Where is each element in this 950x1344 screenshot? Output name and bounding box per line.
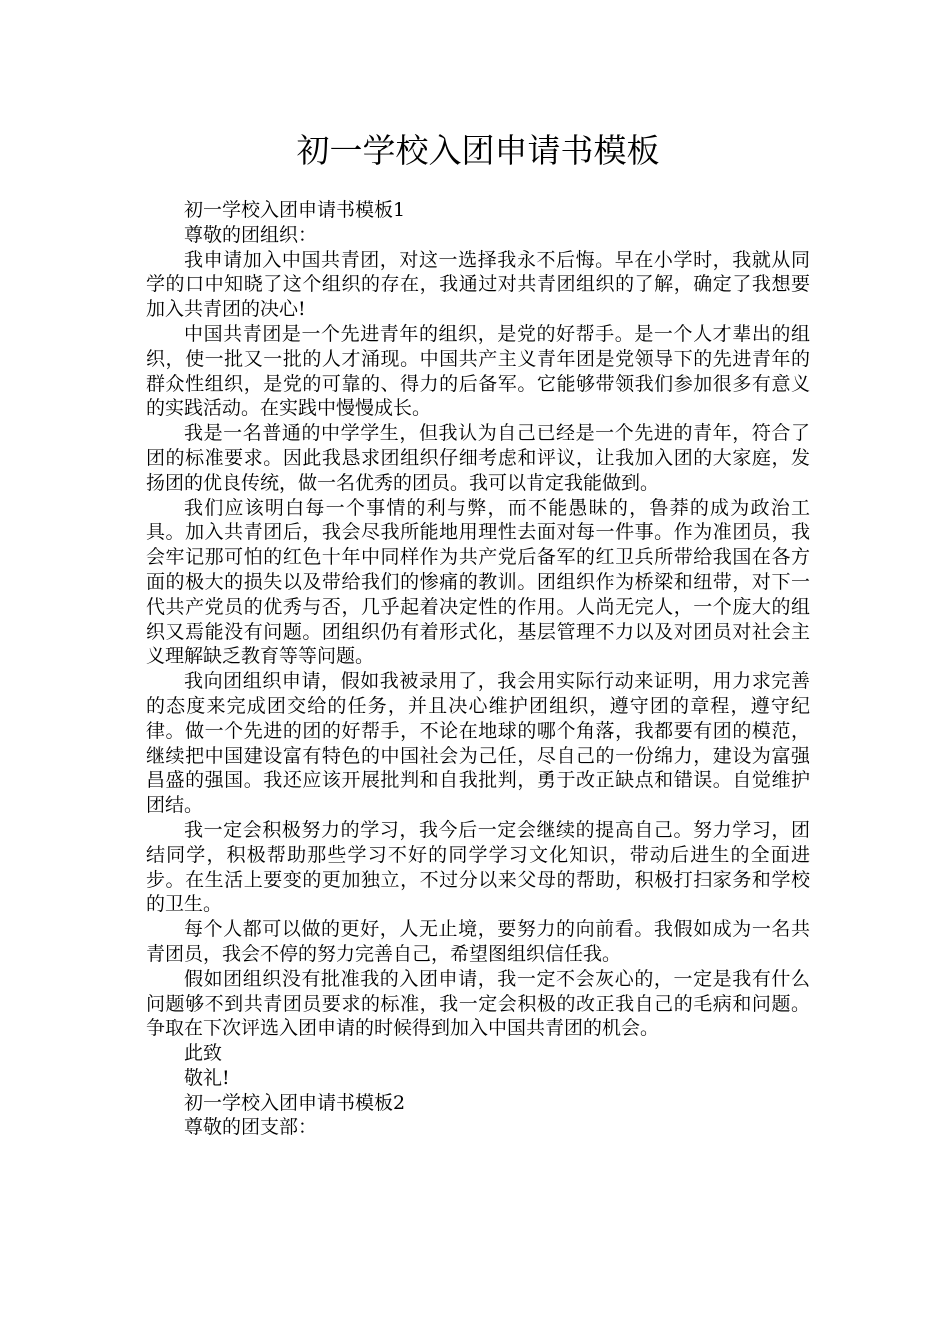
paragraph: 我们应该明白每一个事情的利与弊，而不能愚昧的，鲁莽的成为政治工具。加入共青团后，我会尽我所能地用理性去面对每一件事。作为准团员，我会牢记那可怕的红色十年中同样作为共产党后备军的红卫兵所带给我国在各方面的极大的损失以及带给我们的惨痛的教训。团组织作为桥梁和纽带，对下一代共产党员的优秀与否，几乎起着决定性的作用。人尚无完人，一个庞大的组织又焉能没有问题。团组织仍有着形式化，基层管理不力以及对团员对社会主义理解缺乏教育等等问题。 [146,496,810,668]
section-heading-2: 初一学校入团申请书模板2 [184,1091,406,1114]
closing-salute: 敬礼! [184,1066,230,1089]
paragraph: 假如团组织没有批准我的入团申请，我一定不会灰心的，一定是我有什么问题够不到共青团员要求的标准，我一定会积极的改正我自己的毛病和问题。争取在下次评选入团申请的时候得到加入中国共青团的机会。 [146,967,810,1040]
closing-line: 此致 [184,1042,223,1065]
paragraph: 我一定会积极努力的学习，我今后一定会继续的提高自己。努力学习，团结同学，积极帮助那些学习不好的同学学习文化知识，带动后进生的全面进步。在生活上要变的更加独立，不过分以来父母的帮助，积极打扫家务和学校的卫生。 [146,818,810,916]
paragraph: 每个人都可以做的更好，人无止境，要努力的向前看。我假如成为一名共青团员，我会不停的努力完善自己，希望图组织信任我。 [146,918,810,965]
salutation: 尊敬的团组织： [184,223,318,246]
paragraph: 我是一名普通的中学学生，但我认为自己已经是一个先进的青年，符合了团的标准要求。因此我恳求团组织仔细考虑和评议，让我加入团的大家庭，发扬团的优良传统，做一名优秀的团员。我可以肯定我能做到。 [146,422,810,494]
document-body [146,198,810,1140]
paragraph: 我向团组织申请，假如我被录用了，我会用实际行动来证明，用力求完善的态度来完成团交给的任务，并且决心维护团组织，遵守团的章程，遵守纪律。做一个先进的团的好帮手，不论在地球的哪个角落，我都要有团的模范，继续把中国建设富有特色的中国社会为己任，尽自己的一份绵力，建设为富强昌盛的强国。我还应该开展批判和自我批判，勇于改正缺点和错误。自觉维护团结。 [146,670,810,817]
section-heading-1: 初一学校入团申请书模板1 [184,199,406,221]
paragraph: 中国共青团是一个先进青年的组织，是党的好帮手。是一个人才辈出的组织，使一批又一批的人才涌现。中国共产主义青年团是党领导下的先进青年的群众性组织，是党的可靠的、得力的后备军。它能够带领我们参加很多有意义的实践活动。在实践中慢慢成长。 [146,322,810,420]
salutation: 尊敬的团支部： [184,1116,318,1139]
paragraph: 我申请加入中国共青团，对这一选择我永不后悔。早在小学时，我就从同学的口中知晓了这个组织的存在，我通过对共青团组织的了解，确定了我想要加入共青团的决心! [146,248,810,321]
document-title: 初一学校入团申请书模板 [296,131,660,170]
document-page [146,126,810,1140]
